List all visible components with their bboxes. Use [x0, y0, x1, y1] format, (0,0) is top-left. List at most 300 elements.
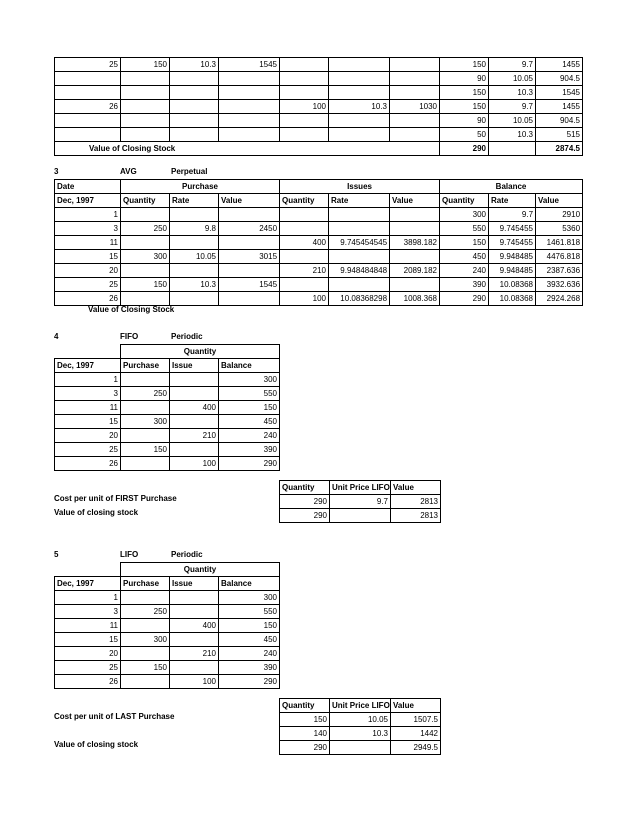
column-header: Unit Price LIFO [330, 699, 391, 713]
table-cell: 400 [170, 401, 219, 415]
table-cell [219, 236, 280, 250]
table-row [55, 292, 583, 306]
column-header: Purchase [121, 359, 170, 373]
table-cell [170, 415, 219, 429]
table-row [55, 86, 583, 100]
table-cell: 15 [55, 633, 121, 647]
table-row [55, 605, 280, 619]
table-cell [329, 72, 390, 86]
table-cell: 150 [121, 443, 170, 457]
table-cell [55, 114, 121, 128]
table-cell [121, 264, 170, 278]
table-row [55, 222, 583, 236]
table-cell: 250 [121, 222, 170, 236]
column-header: Rate [170, 194, 219, 208]
table-cell: 450 [219, 415, 280, 429]
fifo-table-body [55, 373, 280, 471]
table-cell: 26 [55, 457, 121, 471]
summary-cell: 290 [280, 509, 330, 523]
table-cell [170, 591, 219, 605]
table-cell [329, 58, 390, 72]
table-row [55, 591, 280, 605]
table-cell: 10.08368 [489, 292, 536, 306]
table-cell: 26 [55, 675, 121, 689]
column-header: Value [390, 194, 440, 208]
table-cell [390, 222, 440, 236]
summary-row [280, 741, 441, 755]
table-cell [170, 387, 219, 401]
table-cell: 10.3 [329, 100, 390, 114]
table-cell [121, 401, 170, 415]
section4-system: Periodic [171, 332, 203, 341]
closing-stock-value: 2874.5 [536, 142, 583, 156]
table-cell: 550 [219, 605, 280, 619]
table-cell: 150 [440, 86, 489, 100]
table-cell [170, 633, 219, 647]
table-cell [390, 128, 440, 142]
table-cell: 2089.182 [390, 264, 440, 278]
summary-row [280, 727, 441, 741]
table-cell [329, 208, 390, 222]
section3-closing-label: Value of Closing Stock [88, 305, 175, 314]
table-row [55, 429, 280, 443]
column-header: Purchase [121, 577, 170, 591]
table-cell: 20 [55, 264, 121, 278]
table-cell [121, 373, 170, 387]
table-row [55, 401, 280, 415]
table-row [55, 208, 583, 222]
table-cell [280, 208, 329, 222]
table-cell: 9.948484848 [329, 264, 390, 278]
table-cell: 550 [219, 387, 280, 401]
table-cell [390, 250, 440, 264]
summary-row [280, 495, 441, 509]
table-cell: 9.745455 [489, 236, 536, 250]
table-row [55, 278, 583, 292]
table-cell: 10.08368 [489, 278, 536, 292]
table-cell: 2910 [536, 208, 583, 222]
table-cell [170, 292, 219, 306]
summary-cell: 10.05 [330, 713, 391, 727]
table-cell: 1455 [536, 100, 583, 114]
table-cell: 450 [440, 250, 489, 264]
avg-column-header-row [55, 194, 583, 208]
table-cell: 25 [55, 278, 121, 292]
table-cell [121, 675, 170, 689]
table-cell: 515 [536, 128, 583, 142]
column-header: Quantity [280, 699, 330, 713]
lifo-column-header-row [55, 577, 280, 591]
table-cell: 550 [440, 222, 489, 236]
table-cell [329, 128, 390, 142]
table-cell: 150 [121, 278, 170, 292]
closing-stock-row [55, 142, 583, 156]
table-cell: 25 [55, 58, 121, 72]
table-cell: 100 [280, 100, 329, 114]
table-cell: 240 [219, 647, 280, 661]
lifo-summary-body [280, 713, 441, 755]
table-cell [121, 591, 170, 605]
table-cell: 10.05 [489, 72, 536, 86]
table-cell [219, 264, 280, 278]
table-cell [219, 292, 280, 306]
table-cell [280, 128, 329, 142]
column-header: Dec, 1997 [55, 359, 121, 373]
summary-cell: 9.7 [330, 495, 391, 509]
table-row [55, 236, 583, 250]
table-cell [390, 58, 440, 72]
table-row [55, 675, 280, 689]
table-cell: 1461.818 [536, 236, 583, 250]
column-header: Quantity [440, 194, 489, 208]
table-cell: 1545 [536, 86, 583, 100]
table-row [55, 387, 280, 401]
table-cell [170, 373, 219, 387]
table-cell: 1545 [219, 278, 280, 292]
column-header: Issue [170, 577, 219, 591]
table-cell [170, 605, 219, 619]
section3-system: Perpetual [171, 167, 208, 176]
table-cell [329, 222, 390, 236]
table-cell [121, 128, 170, 142]
table-cell: 1008.368 [390, 292, 440, 306]
table-cell: 9.7 [489, 58, 536, 72]
column-header: Dec, 1997 [55, 577, 121, 591]
table-cell [219, 208, 280, 222]
table-row [55, 72, 583, 86]
fifo-summary-body [280, 495, 441, 523]
quantity-header: Quantity [121, 345, 280, 359]
table-cell: 150 [440, 58, 489, 72]
table-cell [121, 619, 170, 633]
table-cell: 400 [280, 236, 329, 250]
table-cell: 9.745454545 [329, 236, 390, 250]
quantity-header: Quantity [121, 563, 280, 577]
top-table-body [55, 58, 583, 142]
table-cell: 210 [170, 647, 219, 661]
table-cell: 210 [280, 264, 329, 278]
balance-header: Balance [440, 180, 583, 194]
table-cell [170, 236, 219, 250]
section4-number: 4 [54, 332, 59, 341]
table-cell [219, 86, 280, 100]
table-cell [390, 72, 440, 86]
summary-cell: 10.3 [330, 727, 391, 741]
summary-cell: 2813 [391, 495, 441, 509]
table-cell [170, 128, 219, 142]
avg-group-header-row [55, 180, 583, 194]
lifo-summary-table [279, 698, 441, 755]
table-cell [121, 72, 170, 86]
table-cell: 26 [55, 100, 121, 114]
table-cell: 904.5 [536, 72, 583, 86]
table-cell: 150 [440, 236, 489, 250]
table-cell: 450 [219, 633, 280, 647]
column-header: Balance [219, 577, 280, 591]
table-cell: 1545 [219, 58, 280, 72]
table-cell: 90 [440, 114, 489, 128]
table-cell: 3 [55, 222, 121, 236]
table-cell: 210 [170, 429, 219, 443]
table-cell: 10.05 [170, 250, 219, 264]
fifo-column-header-row [55, 359, 280, 373]
table-row [55, 58, 583, 72]
table-cell: 240 [219, 429, 280, 443]
column-header: Value [391, 481, 441, 495]
table-cell: 9.7 [489, 208, 536, 222]
table-cell: 20 [55, 429, 121, 443]
table-cell: 2924.268 [536, 292, 583, 306]
table-cell: 1455 [536, 58, 583, 72]
table-cell: 150 [121, 58, 170, 72]
table-cell: 11 [55, 236, 121, 250]
column-header: Value [536, 194, 583, 208]
table-cell: 15 [55, 415, 121, 429]
table-cell [170, 264, 219, 278]
table-cell: 10.3 [489, 86, 536, 100]
column-header: Issue [170, 359, 219, 373]
table-cell: 290 [219, 457, 280, 471]
summary-label: Cost per unit of FIRST Purchase [54, 494, 177, 503]
table-cell: 5360 [536, 222, 583, 236]
table-cell: 9.7 [489, 100, 536, 114]
table-cell: 3898.182 [390, 236, 440, 250]
table-cell: 10.08368298 [329, 292, 390, 306]
table-cell: 400 [170, 619, 219, 633]
table-row [55, 443, 280, 457]
summary-row [280, 509, 441, 523]
table-cell: 1 [55, 591, 121, 605]
table-row [55, 373, 280, 387]
table-cell [170, 661, 219, 675]
purchase-header: Purchase [121, 180, 280, 194]
table-cell [390, 208, 440, 222]
lifo-table-body [55, 591, 280, 689]
table-cell [121, 86, 170, 100]
table-row [55, 114, 583, 128]
issues-header: Issues [280, 180, 440, 194]
table-cell [55, 72, 121, 86]
lifo-periodic-table [54, 562, 280, 689]
column-header: Value [219, 194, 280, 208]
table-cell: 10.3 [170, 58, 219, 72]
table-cell: 100 [170, 675, 219, 689]
summary-cell [330, 509, 391, 523]
table-cell: 9.948485 [489, 250, 536, 264]
table-cell: 9.8 [170, 222, 219, 236]
table-cell: 3932.636 [536, 278, 583, 292]
table-cell [219, 100, 280, 114]
section3-method: AVG [120, 167, 137, 176]
table-cell: 100 [170, 457, 219, 471]
summary-row [280, 713, 441, 727]
section5-method: LIFO [120, 550, 139, 559]
section4-method: FIFO [120, 332, 139, 341]
column-header: Quantity [280, 481, 330, 495]
lifo-group-header-row [55, 563, 280, 577]
table-cell: 50 [440, 128, 489, 142]
column-header: Quantity [280, 194, 329, 208]
table-cell [170, 208, 219, 222]
table-cell [219, 128, 280, 142]
table-cell [170, 100, 219, 114]
table-cell: 2387.636 [536, 264, 583, 278]
table-cell: 150 [440, 100, 489, 114]
table-cell: 10.05 [489, 114, 536, 128]
table-cell: 90 [440, 72, 489, 86]
table-cell: 4476.818 [536, 250, 583, 264]
closing-stock-qty: 290 [440, 142, 489, 156]
table-cell: 9.745455 [489, 222, 536, 236]
table-cell [121, 100, 170, 114]
table-row [55, 415, 280, 429]
fifo-group-header-row [55, 345, 280, 359]
table-cell [121, 114, 170, 128]
summary-cell: 290 [280, 741, 330, 755]
table-cell [390, 114, 440, 128]
table-cell: 1030 [390, 100, 440, 114]
table-cell [280, 114, 329, 128]
table-cell [280, 250, 329, 264]
table-cell: 300 [219, 591, 280, 605]
table-row [55, 633, 280, 647]
table-cell: 25 [55, 661, 121, 675]
table-cell: 390 [219, 661, 280, 675]
table-cell: 10.3 [489, 128, 536, 142]
table-cell: 2450 [219, 222, 280, 236]
table-row [55, 457, 280, 471]
table-cell: 26 [55, 292, 121, 306]
summary-cell: 1507.5 [391, 713, 441, 727]
table-cell: 3 [55, 605, 121, 619]
table-cell [170, 114, 219, 128]
table-cell [390, 86, 440, 100]
table-cell [329, 278, 390, 292]
summary-cell: 150 [280, 713, 330, 727]
table-cell: 390 [440, 278, 489, 292]
summary-cell: 2949.5 [391, 741, 441, 755]
table-cell [121, 457, 170, 471]
table-cell [280, 72, 329, 86]
table-cell [280, 222, 329, 236]
table-cell: 240 [440, 264, 489, 278]
table-cell: 25 [55, 443, 121, 457]
table-cell [390, 278, 440, 292]
table-row [55, 128, 583, 142]
table-row [55, 264, 583, 278]
summary-label: Value of closing stock [54, 740, 139, 749]
avg-perpetual-table [54, 179, 583, 306]
table-cell: 11 [55, 619, 121, 633]
summary-cell: 290 [280, 495, 330, 509]
table-cell [170, 72, 219, 86]
table-cell [170, 443, 219, 457]
table-cell [280, 58, 329, 72]
table-row [55, 619, 280, 633]
table-row [55, 100, 583, 114]
table-cell [121, 647, 170, 661]
section3-number: 3 [54, 167, 59, 176]
lifo-summary-header-row [280, 699, 441, 713]
table-cell: 150 [219, 619, 280, 633]
date-header: Date [55, 180, 121, 194]
table-cell: 1 [55, 208, 121, 222]
table-cell: 150 [121, 661, 170, 675]
table-row [55, 661, 280, 675]
table-cell: 290 [440, 292, 489, 306]
table-cell: 20 [55, 647, 121, 661]
column-header: Rate [489, 194, 536, 208]
table-cell: 3015 [219, 250, 280, 264]
avg-table-body [55, 208, 583, 306]
fifo-summary-table [279, 480, 441, 523]
section5-number: 5 [54, 550, 59, 559]
table-cell: 300 [121, 633, 170, 647]
column-header: Unit Price LIFO [330, 481, 391, 495]
table-cell [170, 86, 219, 100]
table-cell: 250 [121, 605, 170, 619]
table-row [55, 250, 583, 264]
table-cell: 300 [440, 208, 489, 222]
table-cell: 250 [121, 387, 170, 401]
fifo-periodic-table [54, 344, 280, 471]
table-cell: 3 [55, 387, 121, 401]
table-cell: 300 [121, 250, 170, 264]
table-cell [121, 236, 170, 250]
table-cell: 300 [219, 373, 280, 387]
table-cell: 1 [55, 373, 121, 387]
table-cell [55, 128, 121, 142]
table-cell: 150 [219, 401, 280, 415]
summary-cell [330, 741, 391, 755]
column-header: Balance [219, 359, 280, 373]
table-cell [121, 292, 170, 306]
summary-cell: 1442 [391, 727, 441, 741]
table-cell [219, 72, 280, 86]
column-header: Quantity [121, 194, 170, 208]
table-cell: 290 [219, 675, 280, 689]
table-cell: 904.5 [536, 114, 583, 128]
section5-system: Periodic [171, 550, 203, 559]
table-row [55, 647, 280, 661]
table-cell: 300 [121, 415, 170, 429]
table-cell [329, 114, 390, 128]
table-cell [121, 208, 170, 222]
table-cell: 15 [55, 250, 121, 264]
table-cell [329, 250, 390, 264]
table-cell [280, 86, 329, 100]
table-cell: 390 [219, 443, 280, 457]
column-header: Dec, 1997 [55, 194, 121, 208]
column-header: Value [391, 699, 441, 713]
table-cell [219, 114, 280, 128]
table-cell: 9.948485 [489, 264, 536, 278]
summary-label: Value of closing stock [54, 508, 139, 517]
table-cell: 10.3 [170, 278, 219, 292]
fifo-summary-header-row [280, 481, 441, 495]
summary-cell: 2813 [391, 509, 441, 523]
closing-stock-label: Value of Closing Stock [55, 142, 440, 156]
table-cell [280, 278, 329, 292]
top-continuation-table [54, 57, 583, 156]
table-cell [55, 86, 121, 100]
table-cell: 100 [280, 292, 329, 306]
table-cell [121, 429, 170, 443]
table-cell [329, 86, 390, 100]
column-header: Rate [329, 194, 390, 208]
table-cell: 11 [55, 401, 121, 415]
summary-cell: 140 [280, 727, 330, 741]
